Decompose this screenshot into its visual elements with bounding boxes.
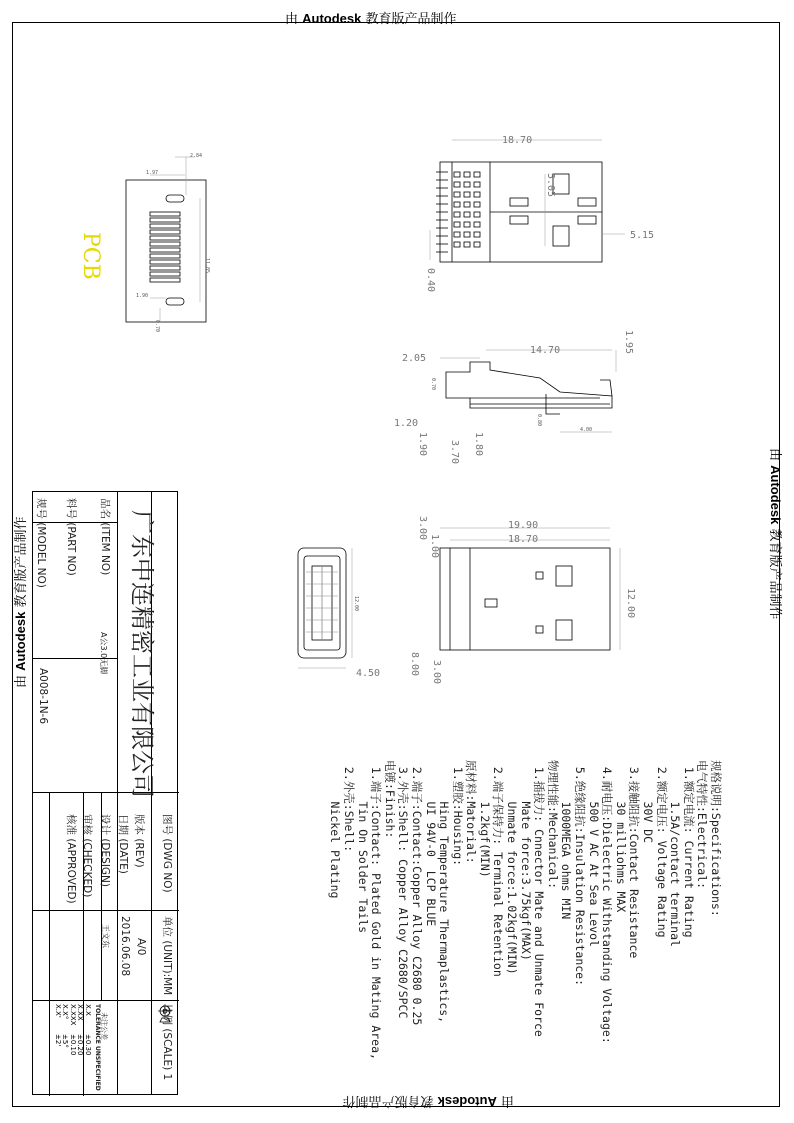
part-no-label: 料号 (PART NO) <box>65 498 77 576</box>
pcb-dim-1: 2.84 <box>190 153 203 159</box>
bottom-view-dim-6: 8.00 <box>409 652 420 677</box>
spec-line: 30V DC <box>641 760 656 844</box>
side-view-dim-6: 1.90 <box>417 432 428 457</box>
tolerance-value: ±0.20 <box>76 1034 85 1056</box>
tolerance-row <box>84 1004 92 1055</box>
watermark-bottom: 由 Autodesk 教育版产品制作 <box>342 1093 514 1109</box>
spec-line: Tin On Solder Tails <box>355 760 370 934</box>
top-view-dim-4: 0.40 <box>425 268 436 293</box>
spec-line: 1.塑胶:Housing: <box>450 760 465 867</box>
pcb-dim-4: 1.90 <box>136 293 149 299</box>
item-no-label: 品名 (ITEM NO) <box>99 498 111 576</box>
spec-line: Unmate force:1.02kgf(MIN) <box>505 760 520 975</box>
pcb-dim-5: 0.70 <box>154 320 160 333</box>
spec-line: Nickel Plating <box>328 760 343 899</box>
spec-line: Hing Temperature Thermaplastics, <box>437 760 452 1024</box>
side-view-dim-4: 0.70 <box>430 378 436 391</box>
tolerance-format: X.X' <box>54 1004 62 1018</box>
spec-line: 30 milliohms MAX <box>613 760 628 913</box>
spec-line: 电气特性:Electrical: <box>695 760 710 890</box>
front-view-dim-2: 12.00 <box>353 596 359 612</box>
spec-line: Mate force:3.75kgf(MAX) <box>518 760 533 961</box>
tolerance-title: 未注公差 <box>100 1012 108 1040</box>
side-view-dim-9: 4.00 <box>580 427 593 433</box>
bottom-view-dim-5: 3.00 <box>417 516 428 541</box>
tolerance-list <box>54 1004 92 1055</box>
side-view-dim-8: 1.80 <box>473 432 484 457</box>
watermark-right: 由 Autodesk 教育版产品制作 <box>767 448 783 620</box>
side-view-dim-3: 1.95 <box>623 330 634 355</box>
spec-line: 1.2kgf(MIN) <box>477 760 492 878</box>
side-view-dim-1: 14.70 <box>530 345 561 356</box>
spec-line: 2.端子保持力: Terminal Retention <box>491 760 506 977</box>
spec-line: 1.额定电流: Current Rating <box>681 760 696 938</box>
spec-line: 1000MEGA ohms MIN <box>559 760 574 920</box>
spec-line: 5.绝缘阻抗:Insulation Resistance: <box>573 760 588 987</box>
tolerance-label: TOLERANCE UNSPECIFIED <box>94 1004 101 1091</box>
date-label: 日期 (DATE) <box>117 814 129 874</box>
pcb-label: PCB <box>78 232 103 280</box>
tolerance-row <box>69 1004 77 1055</box>
approved-label: 核准 (APPROVED) <box>65 814 77 904</box>
tolerance-format: X.XX <box>76 1004 85 1021</box>
front-view <box>298 548 352 668</box>
top-view-dim-3: 5.15 <box>630 230 655 241</box>
bottom-view <box>440 528 620 650</box>
tolerance-format: X.XXX <box>69 1004 77 1026</box>
tolerance-format: X.X° <box>61 1004 70 1020</box>
pcb-pads <box>150 212 180 282</box>
side-view-dim-5: 1.20 <box>394 418 419 429</box>
specifications-notes <box>328 760 722 1060</box>
spec-line: 2.额定电压: Voltage Rating <box>654 760 669 938</box>
item-no-value: A公3.0无脚 <box>99 632 108 675</box>
side-view-dim-2: 2.05 <box>402 353 427 364</box>
tolerance-format: X.X <box>84 1004 92 1016</box>
company-name: 广东中连精密工业有限公司 <box>128 510 156 798</box>
top-view-dim-1: 18.70 <box>502 135 533 146</box>
top-view <box>430 140 625 262</box>
designer-value: 王文东 <box>101 924 110 948</box>
tolerance-value: ±0.30 <box>84 1034 92 1056</box>
side-view-dim-10: 0.80 <box>536 414 542 427</box>
unit-label: 单位 (UNIT):MM <box>161 916 173 996</box>
dwg-no-label: 图号 (DWG NO) <box>161 814 173 893</box>
front-view-dim-1: 4.50 <box>356 668 381 679</box>
spec-line: 1.5A/contact terminal <box>668 760 683 947</box>
checked-label: 审核 (CHECKED) <box>81 814 93 898</box>
rev-label: 版本 (REV) <box>133 814 145 868</box>
bottom-view-dim-3: 12.00 <box>625 588 636 619</box>
design-label: 设计 (DESIGN) <box>99 814 111 888</box>
model-no-value: A008-1N-6 <box>37 668 49 725</box>
tolerance-row <box>76 1004 84 1055</box>
spec-line: 2.外壳:Shell: <box>341 760 356 853</box>
bottom-view-dim-4: 1.00 <box>429 534 440 559</box>
tolerance-value: ±2' <box>54 1034 62 1047</box>
tolerance-row <box>54 1004 62 1055</box>
spec-line: 物理性能:Mechanical: <box>545 760 560 890</box>
rev-value: A/0 <box>135 938 147 956</box>
side-view <box>440 350 616 432</box>
spec-line: UI 94V-0 LCP BLUE <box>423 760 438 927</box>
model-no-label: 规号 (MODEL NO) <box>35 498 47 588</box>
watermark-left: 由 Autodesk 教育版产品制作 <box>13 516 29 688</box>
tolerance-value: ±0.10 <box>69 1034 77 1056</box>
top-view-pins <box>454 172 480 247</box>
watermark-top: 由 Autodesk 教育版产品制作 <box>285 11 457 27</box>
scale-label: 比例 (SCALE) 1 <box>161 1004 173 1081</box>
top-view-dim-2: 5.05 <box>545 173 556 198</box>
projection-symbol-icon <box>155 1004 175 1024</box>
pcb-dim-2: 1.97 <box>146 170 159 176</box>
spec-line: 原材料:Matorial: <box>464 760 479 864</box>
bottom-view-dim-7: 3.00 <box>431 660 442 685</box>
top-view-edge-lines <box>436 172 448 252</box>
spec-line: 1.插拔力: Cnnector Mate and Unmate Force <box>532 760 547 1037</box>
title-block <box>32 491 178 1095</box>
tolerance-value: ±5° <box>61 1034 70 1048</box>
bottom-view-dim-1: 19.90 <box>508 520 539 531</box>
spec-line: 4.耐电压:Dielectric Withstanding Voltage: <box>600 760 615 1044</box>
spec-line: 3.接触阻抗:Contact Resistance <box>627 760 642 959</box>
tolerance-row <box>61 1004 69 1055</box>
spec-line: 1.端子:Contact: Plated Gold in Mating Area, <box>369 760 384 1060</box>
spec-line: 2.端子:Contact:Copper Alloy C2680 0.25 <box>409 760 424 1026</box>
side-view-dim-7: 3.70 <box>449 440 460 465</box>
date-value: 2016.06.08 <box>119 916 131 977</box>
spec-line: 电镀:Finish: <box>382 760 397 839</box>
spec-line: 3.外壳:Shell: Copper Alloy C2680/SPCC <box>396 760 411 1019</box>
spec-line: 500 V AC At Sea Levol <box>586 760 601 947</box>
pcb-dim-3: 11.85 <box>204 258 210 274</box>
spec-line: 规格说明:Specifications: <box>709 760 723 917</box>
bottom-view-dim-2: 18.70 <box>508 534 539 545</box>
